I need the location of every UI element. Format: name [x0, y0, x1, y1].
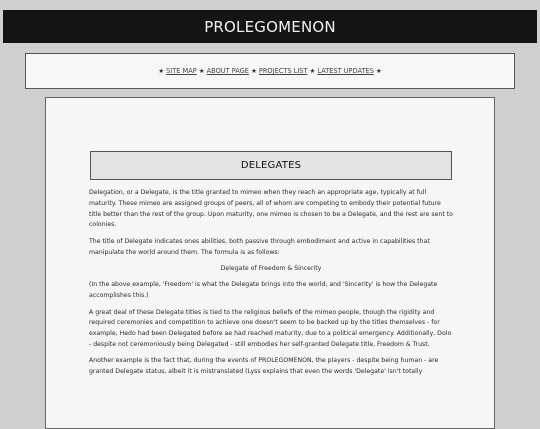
article-paragraph: Another example is the fact that, during the events of PROLEGOMENON, the players - despite being human - are granted Delegate status, albeit it is mistranslated (Lyss explains that even the words 'Delegate' isn't totally [89, 357, 439, 376]
nav-link-about-page[interactable]: ABOUT PAGE [206, 67, 249, 75]
content-card [45, 97, 495, 429]
site-title: PROLEGOMENON [204, 17, 336, 36]
article-heading: DELEGATES [240, 160, 302, 171]
delegate-formula-example: Delegate of Freedom & Sincerity [220, 264, 322, 272]
nav-link-projects-list[interactable]: PROJECTS LIST [258, 67, 308, 75]
article-heading-box [90, 151, 452, 180]
star-icon: ★ [158, 67, 165, 75]
article-paragraph: A great deal of these Delegate titles is tied to the religious beliefs of the mimeo people, though the rigidity and required ceremonies and competition to achieve one doesn't seem to be backed up by the titles themselves - for example, Hedo had been Delegated before ae had reached maturity, due to a political emergency. Additionally, Dolo - despite not ceremoniously being Delegated - still embodies her self-granted Delegate title, Freedom & Trust. [89, 308, 452, 348]
star-icon: ★ [198, 67, 205, 75]
article-body [89, 188, 453, 384]
article-paragraph: Delegation, or a Delegate, is the title granted to mimeo when they reach an appropriate age, typically at full maturity. These mimeo are assigned groups of peers, all of whom are competing to embody their potential future title better than the rest of the group. Upon maturity, one mimeo is chosen to be a Delegate, and the rest are sent to colonies. [89, 189, 453, 229]
article-paragraph: (In the above example, 'Freedom' is what the Delegate brings into the world, and 'Sincerity' is how the Delegate accomplishes this.) [89, 281, 438, 300]
nav-bar [25, 53, 515, 89]
article-paragraph: The title of Delegate indicates ones abilities, both passive through embodiment and active in capabilities that manipulate the world around them. The formula is as follows: [89, 237, 430, 256]
star-icon: ★ [375, 67, 382, 75]
star-icon: ★ [250, 67, 257, 75]
site-header [3, 10, 537, 43]
star-icon: ★ [309, 67, 316, 75]
nav-link-latest-updates[interactable]: LATEST UPDATES [317, 67, 374, 75]
nav-link-site-map[interactable]: SITE MAP [166, 67, 197, 75]
